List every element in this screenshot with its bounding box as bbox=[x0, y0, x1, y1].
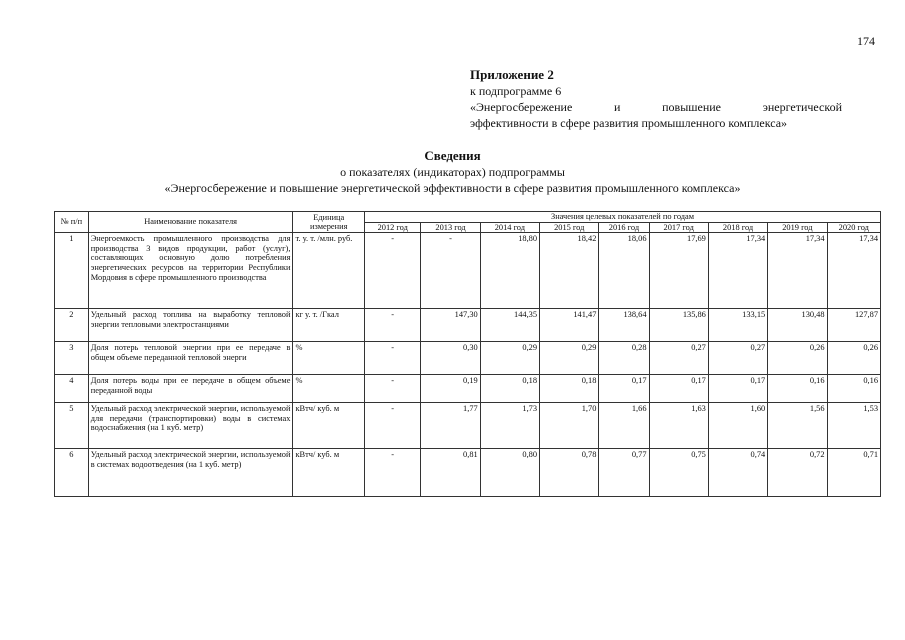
row-value: - bbox=[365, 375, 421, 403]
row-unit: т. у. т. /млн. руб. bbox=[293, 233, 365, 309]
table-row bbox=[55, 309, 881, 342]
row-value: - bbox=[365, 449, 421, 497]
row-value: 141,47 bbox=[540, 309, 599, 342]
table-row bbox=[55, 403, 881, 449]
table-row bbox=[55, 342, 881, 375]
appendix-block bbox=[470, 67, 842, 131]
row-value: 18,80 bbox=[480, 233, 539, 309]
indicators-table bbox=[54, 211, 881, 497]
row-value: 133,15 bbox=[708, 309, 767, 342]
row-value: 1,73 bbox=[480, 403, 539, 449]
row-value: 1,70 bbox=[540, 403, 599, 449]
row-name: Удельный расход электрической энергии, используемой в системах водоотведения (на 1 куб. метр) bbox=[88, 449, 293, 497]
table-row bbox=[55, 375, 881, 403]
row-value: 17,34 bbox=[827, 233, 880, 309]
appendix-line-2: «Энергосбережение и повышение энергетической bbox=[470, 100, 842, 114]
row-value: 0,71 bbox=[827, 449, 880, 497]
header-year: 2016 год bbox=[599, 222, 649, 233]
row-unit: кВтч/ куб. м bbox=[293, 449, 365, 497]
appendix-title: Приложение 2 bbox=[470, 67, 554, 82]
row-value: 1,60 bbox=[708, 403, 767, 449]
row-value: 0,28 bbox=[599, 342, 649, 375]
row-value: 0,26 bbox=[768, 342, 827, 375]
row-value: 127,87 bbox=[827, 309, 880, 342]
header-year: 2013 год bbox=[421, 222, 480, 233]
row-unit: % bbox=[293, 342, 365, 375]
row-value: 0,72 bbox=[768, 449, 827, 497]
row-value: - bbox=[365, 403, 421, 449]
row-value: 1,66 bbox=[599, 403, 649, 449]
row-value: 0,80 bbox=[480, 449, 539, 497]
row-value: 0,75 bbox=[649, 449, 708, 497]
appendix-line-3: эффективности в сфере развития промышленного комплекса» bbox=[470, 116, 788, 130]
row-value: - bbox=[365, 342, 421, 375]
row-value: 1,63 bbox=[649, 403, 708, 449]
row-value: 0,27 bbox=[649, 342, 708, 375]
row-value: 0,30 bbox=[421, 342, 480, 375]
row-value: 130,48 bbox=[768, 309, 827, 342]
header-year: 2012 год bbox=[365, 222, 421, 233]
row-value: 1,77 bbox=[421, 403, 480, 449]
heading-title: Сведения bbox=[424, 148, 481, 163]
row-value: 0,16 bbox=[768, 375, 827, 403]
row-value: 0,27 bbox=[708, 342, 767, 375]
header-year: 2015 год bbox=[540, 222, 599, 233]
header-year: 2019 год bbox=[768, 222, 827, 233]
header-name: Наименование показателя bbox=[88, 212, 293, 233]
row-value: 1,56 bbox=[768, 403, 827, 449]
row-value: 138,64 bbox=[599, 309, 649, 342]
row-name: Энергоемкость промышленного производства для производства 3 видов продукции, работ (услуг), составляющих основную долю потребления энергетических ресурсов на территории Республики Мордовия в сфере промышленного производства bbox=[88, 233, 293, 309]
row-unit: % bbox=[293, 375, 365, 403]
row-num: 3 bbox=[55, 342, 89, 375]
header-year: 2017 год bbox=[649, 222, 708, 233]
row-name: Удельный расход электрической энергии, используемой для передачи (транспортировки) воды в системах водоснабжения (на 1 куб. метр) bbox=[88, 403, 293, 449]
row-value: 0,16 bbox=[827, 375, 880, 403]
row-value: 135,86 bbox=[649, 309, 708, 342]
row-value: 18,06 bbox=[599, 233, 649, 309]
row-num: 5 bbox=[55, 403, 89, 449]
row-value: 17,34 bbox=[708, 233, 767, 309]
heading-line-2: «Энергосбережение и повышение энергетической эффективности в сфере развития промышленного комплекса» bbox=[164, 181, 741, 195]
row-unit: кВтч/ куб. м bbox=[293, 403, 365, 449]
header-unit: Единица измерения bbox=[293, 212, 365, 233]
row-name: Доля потерь тепловой энергии при ее передаче в общем объеме переданной тепловой энерги bbox=[88, 342, 293, 375]
table-row bbox=[55, 449, 881, 497]
row-value: - bbox=[365, 309, 421, 342]
row-num: 6 bbox=[55, 449, 89, 497]
row-value: 0,18 bbox=[540, 375, 599, 403]
row-value: - bbox=[421, 233, 480, 309]
row-value: 1,53 bbox=[827, 403, 880, 449]
row-name: Удельный расход топлива на выработку тепловой энергии тепловыми электростанциями bbox=[88, 309, 293, 342]
row-value: 18,42 bbox=[540, 233, 599, 309]
heading-line-1: о показателях (индикаторах) подпрограммы bbox=[340, 165, 565, 179]
row-num: 4 bbox=[55, 375, 89, 403]
row-value: 0,19 bbox=[421, 375, 480, 403]
row-num: 1 bbox=[55, 233, 89, 309]
row-value: 17,34 bbox=[768, 233, 827, 309]
table-header-row bbox=[55, 212, 881, 223]
row-value: 0,18 bbox=[480, 375, 539, 403]
row-value: 0,81 bbox=[421, 449, 480, 497]
header-year: 2020 год bbox=[827, 222, 880, 233]
row-value: - bbox=[365, 233, 421, 309]
page-number: 174 bbox=[857, 34, 875, 48]
row-value: 0,29 bbox=[480, 342, 539, 375]
header-year: 2014 год bbox=[480, 222, 539, 233]
row-value: 0,17 bbox=[599, 375, 649, 403]
row-value: 0,78 bbox=[540, 449, 599, 497]
document-heading bbox=[0, 148, 905, 196]
table-row bbox=[55, 233, 881, 309]
row-name: Доля потерь воды при ее передаче в общем объеме переданной воды bbox=[88, 375, 293, 403]
row-value: 0,77 bbox=[599, 449, 649, 497]
header-values-group: Значения целевых показателей по годам bbox=[365, 212, 881, 223]
row-num: 2 bbox=[55, 309, 89, 342]
row-unit: кг у. т. /Гкал bbox=[293, 309, 365, 342]
row-value: 17,69 bbox=[649, 233, 708, 309]
row-value: 144,35 bbox=[480, 309, 539, 342]
row-value: 0,26 bbox=[827, 342, 880, 375]
row-value: 0,17 bbox=[708, 375, 767, 403]
header-num: № п/п bbox=[55, 212, 89, 233]
row-value: 0,29 bbox=[540, 342, 599, 375]
row-value: 147,30 bbox=[421, 309, 480, 342]
appendix-line-1: к подпрограмме 6 bbox=[470, 84, 562, 98]
header-year: 2018 год bbox=[708, 222, 767, 233]
row-value: 0,74 bbox=[708, 449, 767, 497]
row-value: 0,17 bbox=[649, 375, 708, 403]
